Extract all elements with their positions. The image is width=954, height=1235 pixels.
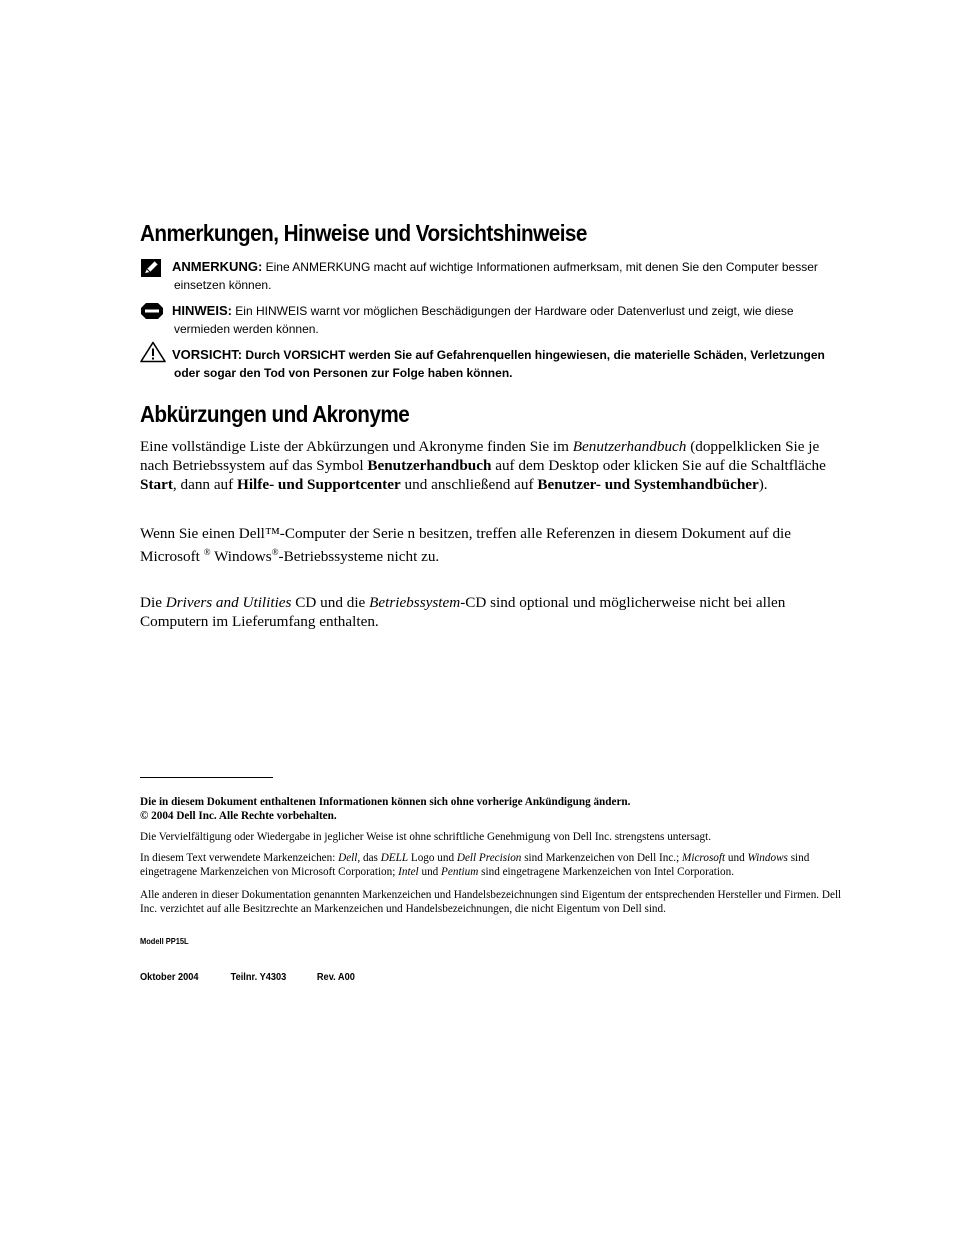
notice-line2: vermieden werden können. bbox=[174, 321, 319, 336]
p1-text-g: , dann auf bbox=[172, 476, 238, 493]
note-line2: einsetzen können. bbox=[174, 277, 272, 292]
revision: Rev. A00 bbox=[316, 971, 355, 983]
paragraph-cds bbox=[140, 593, 840, 631]
registered-mark-1: ® bbox=[203, 547, 211, 557]
note-line1: Eine ANMERKUNG macht auf wichtige Informationen aufmerksam, mit denen Sie den Computer besser bbox=[262, 260, 818, 274]
notice-text bbox=[172, 302, 845, 338]
registered-mark-2: ® bbox=[271, 547, 279, 557]
caution-text bbox=[172, 346, 845, 382]
p1-user-guide-bold: Benutzerhandbuch bbox=[367, 457, 492, 474]
notice-line1: Ein HINWEIS warnt vor möglichen Beschädigungen der Hardware oder Datenverlust und zeigt, wie diese bbox=[231, 304, 794, 318]
p3-drivers-italic: Drivers and Utilities bbox=[165, 594, 292, 611]
p3-text-c: CD und die bbox=[291, 594, 370, 611]
p1-text-c: (doppelklicken Sie je nach Betriebssystem auf das Symbol bbox=[140, 438, 820, 474]
p3-os-italic: Betriebssystem bbox=[369, 594, 461, 611]
tm-text-i: und bbox=[725, 852, 748, 864]
note-label: ANMERKUNG: bbox=[172, 259, 263, 274]
section-title-abbreviations: Abkürzungen und Akronyme bbox=[140, 401, 410, 427]
p1-text-k: ). bbox=[758, 476, 768, 493]
paragraph-abbreviations bbox=[140, 437, 840, 494]
tm-text-a: In diesem Text verwendete Markenzeichen: bbox=[140, 852, 339, 864]
p3-text-e: -CD sind optional und möglicherweise nicht bei allen Computern im Lieferumfang enthalten. bbox=[140, 594, 786, 630]
tm-text-k: sind eingetragene Markenzeichen von Microsoft Corporation; bbox=[140, 852, 810, 878]
stop-notice-icon bbox=[140, 302, 164, 322]
document-meta bbox=[140, 971, 355, 983]
paragraph-n-series bbox=[140, 524, 840, 566]
tm-microsoft: Microsoft bbox=[682, 852, 726, 864]
footer-other-trademarks: Alle anderen in dieser Dokumentation genannten Markenzeichen und Handelsbezeichnungen sind Eigentum der entsprechenden Hersteller und Firmen. Dell Inc. verzichtet auf alle Besitzrechte an Markenzeichen und Handelsbezeichnungen, die nicht Eigentum von Dell sind. bbox=[140, 889, 842, 915]
tm-pentium: Pentium bbox=[441, 866, 479, 878]
p1-system-guides-bold: Benutzer- und Systemhandbücher bbox=[537, 476, 759, 493]
tm-intel: Intel bbox=[398, 866, 419, 878]
footer-reproduction: Die Vervielfältigung oder Wiedergabe in jeglicher Weise ist ohne schriftliche Genehmigung von Dell Inc. strengstens untersagt. bbox=[140, 831, 712, 843]
p2-text-c: -Betriebssysteme nicht zu. bbox=[278, 548, 440, 566]
publish-date: Oktober 2004 bbox=[140, 971, 199, 983]
note-block bbox=[140, 258, 845, 294]
p1-help-center-bold: Hilfe- und Supportcenter bbox=[237, 476, 401, 493]
tm-dell-logo: DELL bbox=[380, 852, 409, 864]
notice-block bbox=[140, 302, 845, 338]
footer-trademarks bbox=[140, 851, 845, 879]
tm-text-c: , das bbox=[357, 852, 381, 864]
model-number: Modell PP15L bbox=[140, 936, 189, 946]
pencil-note-icon bbox=[140, 258, 164, 278]
part-number: Teilnr. Y4303 bbox=[230, 971, 287, 983]
caution-line1: Durch VORSICHT werden Sie auf Gefahrenquellen hingewiesen, die materielle Schäden, Verletzungen bbox=[242, 348, 825, 362]
footer-copyright: © 2004 Dell Inc. Alle Rechte vorbehalten. bbox=[140, 810, 337, 822]
tm-text-o: sind eingetragene Markenzeichen von Intel Corporation. bbox=[478, 866, 735, 878]
p1-text-e: auf dem Desktop oder klicken Sie auf die Schaltfläche bbox=[491, 457, 826, 474]
p1-user-guide-italic: Benutzerhandbuch bbox=[572, 438, 687, 455]
p1-start-bold: Start bbox=[140, 476, 173, 493]
footer-disclaimer bbox=[140, 795, 845, 823]
p2-text-a: Wenn Sie einen Dell™-Computer der Serie n besitzen, treffen alle Referenzen in diesem Dokument auf die Microsoft bbox=[140, 525, 792, 566]
tm-text-e: Logo und bbox=[408, 852, 457, 864]
notice-label: HINWEIS: bbox=[172, 303, 232, 318]
tm-windows: Windows bbox=[747, 852, 788, 864]
footer-divider bbox=[140, 777, 273, 778]
section-title-notes: Anmerkungen, Hinweise und Vorsichtshinweise bbox=[140, 220, 587, 246]
p3-text-a: Die bbox=[140, 594, 166, 611]
p2-text-b: Windows bbox=[210, 548, 272, 566]
caution-line2: oder sogar den Tod von Personen zur Folge haben können. bbox=[174, 365, 513, 380]
caution-block bbox=[140, 346, 845, 382]
caution-label: VORSICHT: bbox=[172, 347, 243, 362]
tm-text-g: sind Markenzeichen von Dell Inc.; bbox=[521, 852, 683, 864]
tm-dell-precision: Dell Precision bbox=[456, 852, 522, 864]
note-text bbox=[172, 258, 845, 294]
p1-text-i: und anschließend auf bbox=[400, 476, 538, 493]
p1-text-a: Eine vollständige Liste der Abkürzungen und Akronyme finden Sie im bbox=[140, 438, 573, 455]
footer-change-notice: Die in diesem Dokument enthaltenen Informationen können sich ohne vorherige Ankündigung ändern. bbox=[140, 796, 631, 808]
tm-text-m: und bbox=[418, 866, 442, 878]
warning-triangle-icon bbox=[140, 341, 164, 361]
tm-dell: Dell bbox=[338, 852, 358, 864]
